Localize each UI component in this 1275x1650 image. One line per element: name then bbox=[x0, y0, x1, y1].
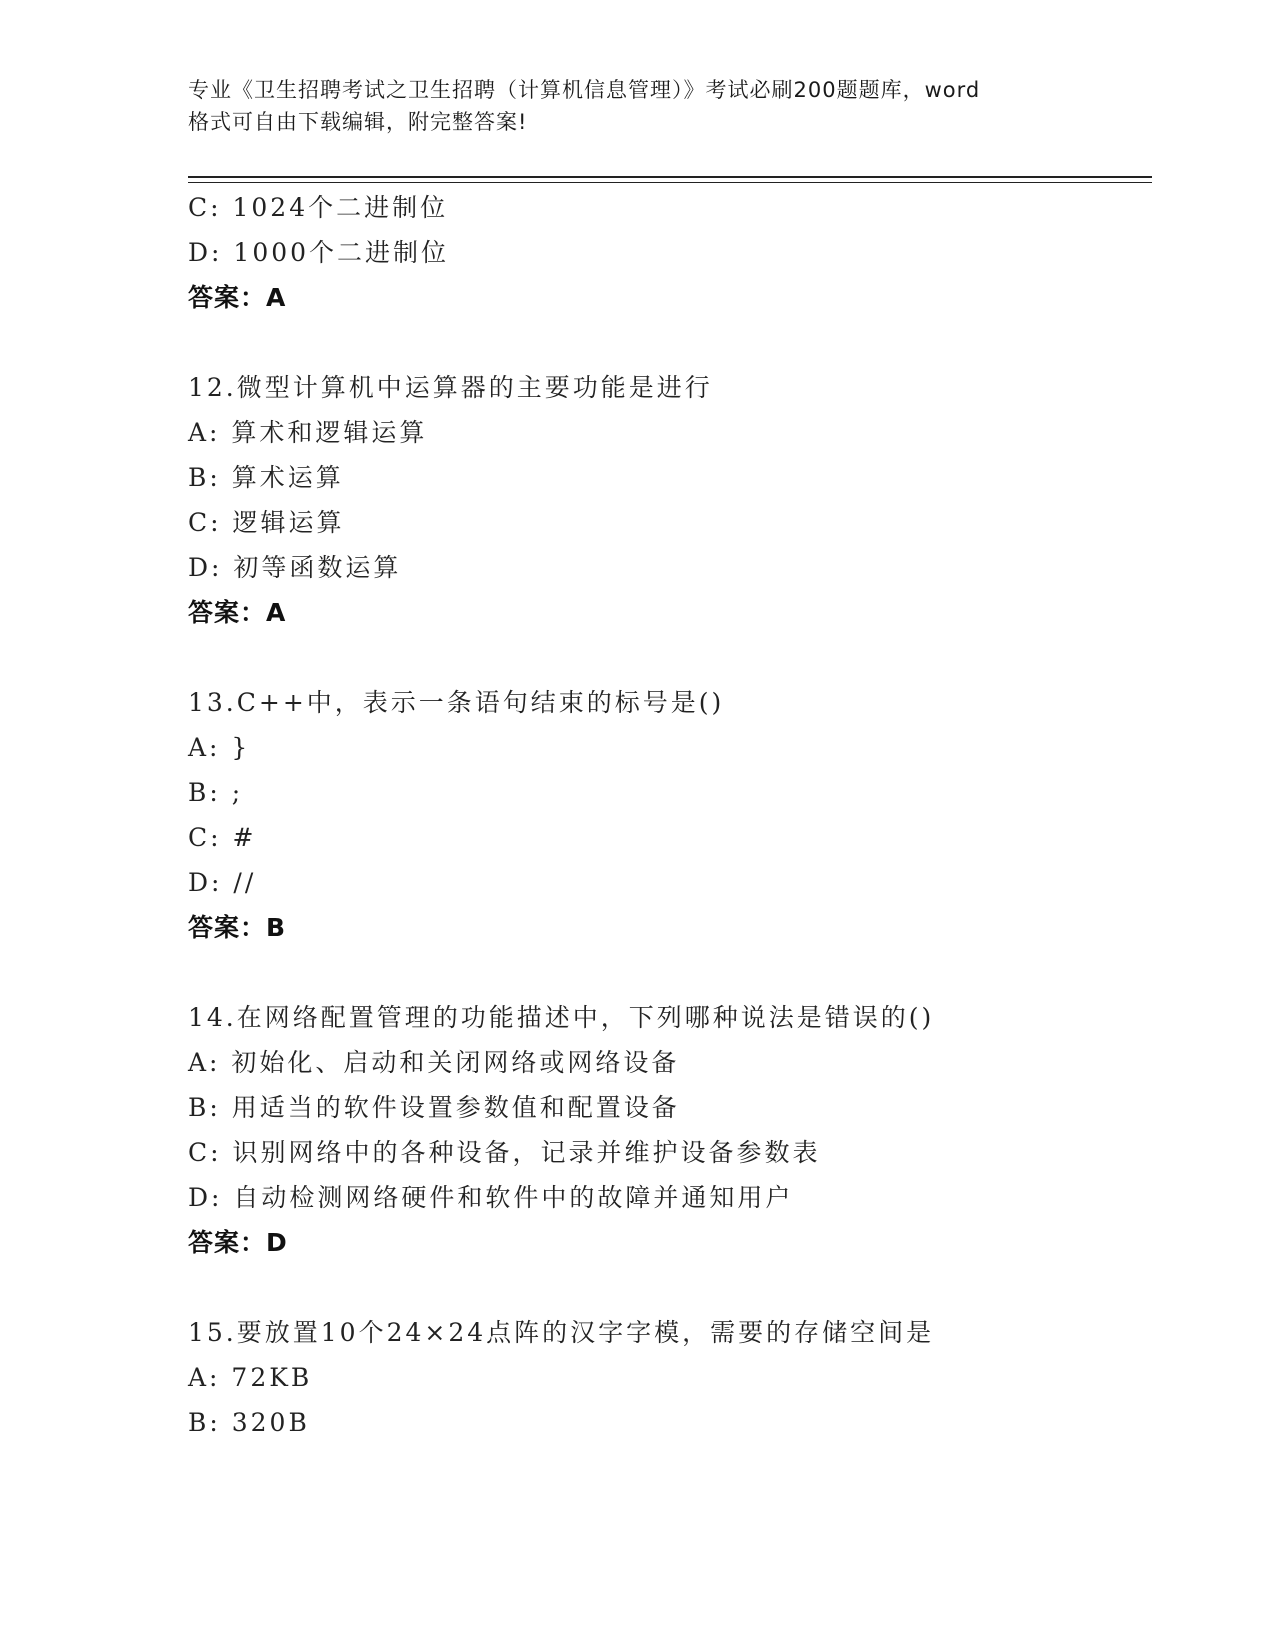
q12-option-c: C: 逻辑运算 bbox=[188, 508, 345, 537]
q13-answer: 答案：B bbox=[188, 913, 287, 942]
q11-option-d: D: 1000个二进制位 bbox=[188, 238, 450, 267]
header-rule-thick bbox=[188, 176, 1152, 178]
q12-answer: 答案：A bbox=[188, 598, 287, 627]
document-header bbox=[188, 74, 1088, 138]
q15-option-b: B: 320B bbox=[188, 1408, 310, 1437]
q13-option-d: D: // bbox=[188, 868, 257, 897]
q14-option-b: B: 用适当的软件设置参数值和配置设备 bbox=[188, 1093, 680, 1122]
q11-answer: 答案：A bbox=[188, 283, 287, 312]
q12-option-b: B: 算术运算 bbox=[188, 463, 344, 492]
q12-question: 12.微型计算机中运算器的主要功能是进行 bbox=[188, 373, 713, 402]
q14-question: 14.在网络配置管理的功能描述中，下列哪种说法是错误的() bbox=[188, 1003, 935, 1032]
q14-option-d: D: 自动检测网络硬件和软件中的故障并通知用户 bbox=[188, 1183, 794, 1212]
q11-option-c: C: 1024个二进制位 bbox=[188, 193, 449, 222]
header-line-2: 格式可自由下载编辑，附完整答案! bbox=[188, 110, 528, 134]
q14-answer: 答案：D bbox=[188, 1228, 288, 1257]
q13-option-c: C: # bbox=[188, 823, 257, 852]
header-rule-thin bbox=[188, 182, 1152, 183]
q15-question: 15.要放置10个24×24点阵的汉字字模，需要的存储空间是 bbox=[188, 1318, 935, 1347]
q12-option-d: D: 初等函数运算 bbox=[188, 553, 402, 582]
q13-option-b: B: ; bbox=[188, 778, 244, 807]
q12-option-a: A: 算术和逻辑运算 bbox=[188, 418, 428, 447]
q13-option-a: A: } bbox=[188, 733, 251, 762]
q15-option-a: A: 72KB bbox=[188, 1363, 313, 1392]
q13-question: 13.C++中，表示一条语句结束的标号是() bbox=[188, 688, 725, 717]
q14-option-c: C: 识别网络中的各种设备，记录并维护设备参数表 bbox=[188, 1138, 821, 1167]
q14-option-a: A: 初始化、启动和关闭网络或网络设备 bbox=[188, 1048, 680, 1077]
header-line-1: 专业《卫生招聘考试之卫生招聘（计算机信息管理）》考试必刷200题题库，word bbox=[188, 78, 981, 102]
